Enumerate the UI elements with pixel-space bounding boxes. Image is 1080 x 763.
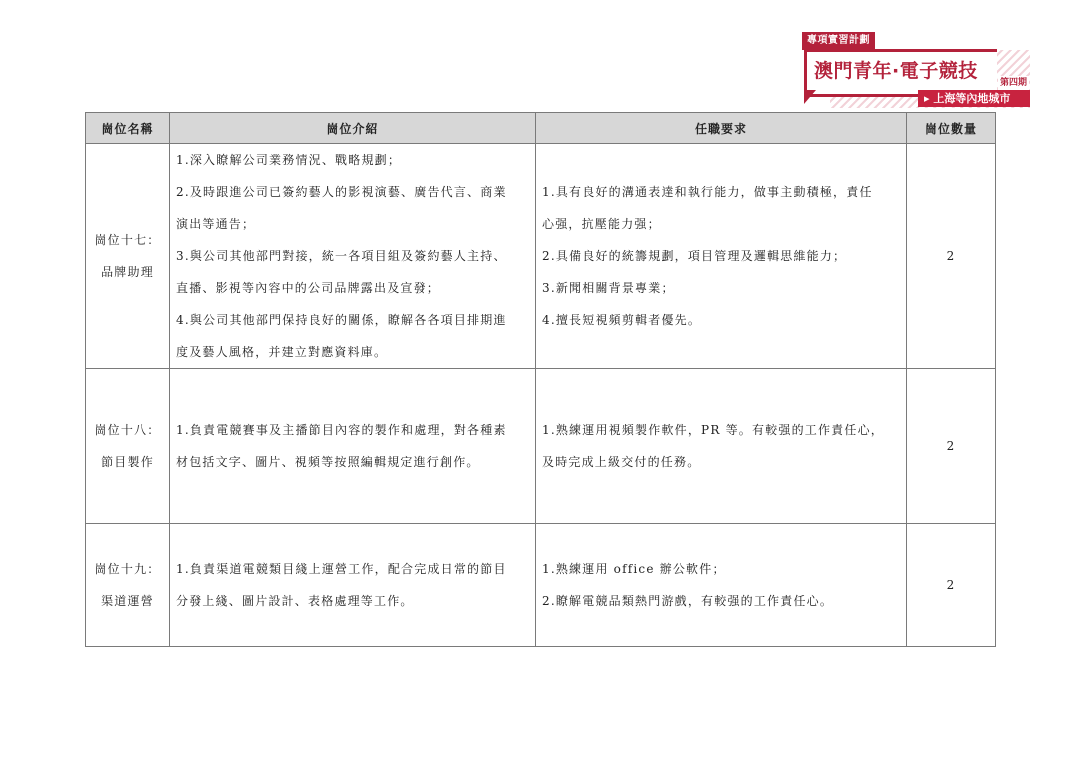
position-title: 品牌助理 — [101, 265, 154, 279]
requirements-cell — [536, 144, 907, 369]
intro-line: 4.與公司其他部門保持良好的關係，瞭解各各項目排期進 — [176, 313, 507, 327]
intro-line: 3.與公司其他部門對接，統一各項目組及簽約藝人主持、 — [176, 249, 507, 263]
logo-frame-corner — [990, 49, 996, 52]
position-title: 節目製作 — [101, 455, 154, 469]
header-position-count: 崗位數量 — [907, 113, 996, 144]
position-intro-cell — [170, 524, 536, 647]
intro-line: 材包括文字、圖片、視頻等按照編輯規定進行創作。 — [176, 455, 480, 469]
program-logo — [800, 32, 1035, 110]
requirement-line: 2.具備良好的統籌規劃，項目管理及邏輯思維能力； — [542, 249, 847, 263]
intro-line: 1.負責電競賽事及主播節目內容的製作和處理，對各種素 — [176, 423, 507, 437]
position-count-cell: 2 — [907, 369, 996, 524]
intro-line: 2.及時跟進公司已簽約藝人的影視演藝、廣告代言、商業 — [176, 185, 507, 199]
intro-line: 分發上綫、圖片設計、表格處理等工作。 — [176, 594, 414, 608]
position-number: 崗位十八： — [94, 423, 161, 437]
requirement-line: 3.新聞相關背景專業； — [542, 281, 675, 295]
header-position-intro: 崗位介紹 — [170, 113, 536, 144]
intro-line: 演出等通告； — [176, 217, 256, 231]
requirement-line: 及時完成上級交付的任務。 — [542, 455, 701, 469]
header-position-name: 崗位名稱 — [86, 113, 170, 144]
position-number: 崗位十七： — [94, 233, 161, 247]
position-count-cell: 2 — [907, 524, 996, 647]
table-row — [86, 144, 996, 369]
requirement-line: 1.熟練運用視頻製作軟件，PR 等。有較强的工作責任心， — [542, 423, 884, 437]
table-header-row — [86, 113, 996, 144]
position-name-cell — [86, 144, 170, 369]
requirements-cell — [536, 369, 907, 524]
requirement-line: 心强，抗壓能力强； — [542, 217, 661, 231]
requirements-cell — [536, 524, 907, 647]
table-row — [86, 369, 996, 524]
position-intro-cell — [170, 144, 536, 369]
table-row — [86, 524, 996, 647]
position-number: 崗位十九： — [94, 562, 161, 576]
intro-line: 直播、影視等內容中的公司品牌露出及宣發； — [176, 281, 441, 295]
intro-line: 1.負責渠道電競類目綫上運營工作，配合完成日常的節目 — [176, 562, 507, 576]
logo-title: 澳門青年·電子競技 — [814, 58, 982, 84]
requirement-line: 1.熟練運用 office 辦公軟件； — [542, 562, 726, 576]
intro-line: 度及藝人風格，并建立對應資料庫。 — [176, 345, 388, 359]
logo-phase: 第四期 — [1000, 78, 1028, 88]
logo-speech-tail — [804, 90, 816, 104]
header-requirements: 任職要求 — [536, 113, 907, 144]
requirement-line: 2.瞭解電競品類熱門游戲，有較强的工作責任心。 — [542, 594, 834, 608]
requirement-line: 4.擅長短視頻剪輯者優先。 — [542, 313, 702, 327]
position-count-cell: 2 — [907, 144, 996, 369]
logo-tag: 專項實習計劃 — [802, 32, 875, 50]
position-name-cell — [86, 524, 170, 647]
intro-line: 1.深入瞭解公司業務情況、戰略規劃； — [176, 153, 402, 167]
position-title: 渠道運營 — [101, 594, 154, 608]
logo-subtitle: ▸ 上海等內地城市 — [918, 90, 1030, 107]
position-name-cell — [86, 369, 170, 524]
position-intro-cell — [170, 369, 536, 524]
job-positions-table — [85, 112, 996, 647]
requirement-line: 1.具有良好的溝通表達和執行能力，做事主動積極，責任 — [542, 185, 873, 199]
